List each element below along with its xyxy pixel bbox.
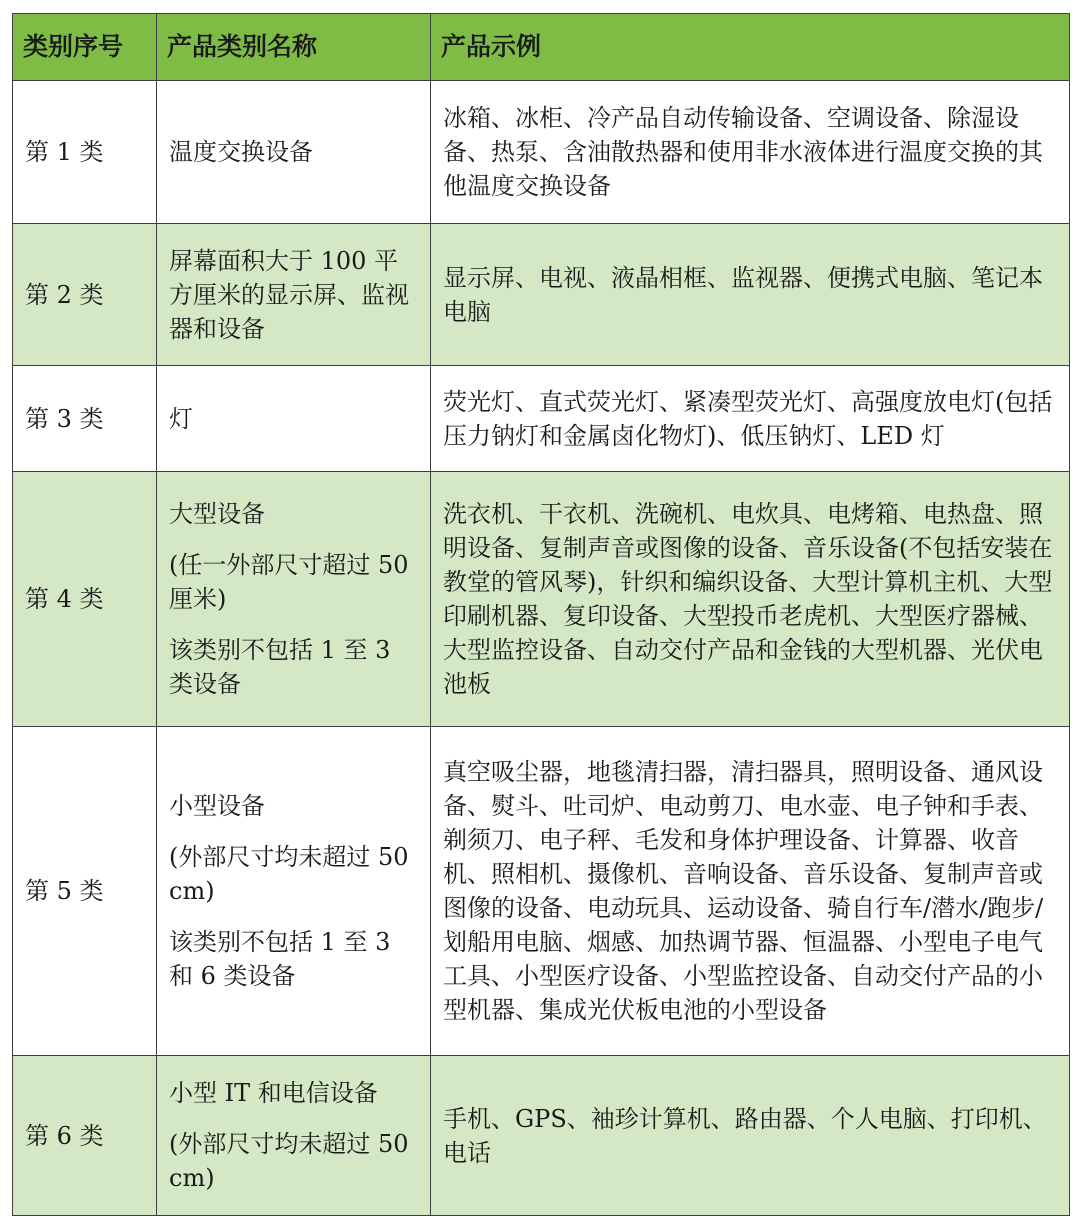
- category-name-text: 小型设备: [169, 792, 265, 820]
- table-row: [13, 366, 1070, 472]
- category-number: 第 1 类: [13, 81, 157, 224]
- category-number: 第 5 类: [13, 727, 157, 1056]
- category-size-note: (任一外部尺寸超过 50 厘米): [169, 551, 409, 613]
- category-name: [157, 81, 431, 224]
- table-row: [13, 472, 1070, 727]
- product-examples: 荧光灯、直式荧光灯、紧凑型荧光灯、高强度放电灯(包括压力钠灯和金属卤化物灯)、低压钠灯、LED 灯: [431, 366, 1070, 472]
- header-category-number: 类别序号: [13, 14, 157, 81]
- category-name: [157, 727, 431, 1056]
- table-row: [13, 1056, 1070, 1216]
- category-name-text: 温度交换设备: [169, 138, 313, 166]
- table-row: [13, 727, 1070, 1056]
- table-header-row: [13, 14, 1070, 81]
- category-size-note: (外部尺寸均未超过 50cm): [169, 843, 409, 905]
- category-name: [157, 224, 431, 366]
- product-category-table: [12, 13, 1070, 1216]
- category-number: 第 4 类: [13, 472, 157, 727]
- category-name-text: 屏幕面积大于 100 平方厘米的显示屏、监视器和设备: [169, 246, 409, 343]
- category-exclusion-note: 该类别不包括 1 至 3 和 6 类设备: [169, 928, 391, 990]
- category-size-note: (外部尺寸均未超过 50cm): [169, 1130, 409, 1192]
- category-name-text: 小型 IT 和电信设备: [169, 1079, 378, 1107]
- header-category-name: 产品类别名称: [157, 14, 431, 81]
- product-examples: 洗衣机、干衣机、洗碗机、电炊具、电烤箱、电热盘、照明设备、复制声音或图像的设备、音乐设备(不包括安装在教堂的管风琴)，针织和编织设备、大型计算机主机、大型印刷机器、复印设备、大型投币老虎机、大型医疗器械、大型监控设备、自动交付产品和金钱的大型机器、光伏电池板: [431, 472, 1070, 727]
- category-name: [157, 472, 431, 727]
- category-name: [157, 366, 431, 472]
- product-examples: 手机、GPS、袖珍计算机、路由器、个人电脑、打印机、电话: [431, 1056, 1070, 1216]
- category-number: 第 2 类: [13, 224, 157, 366]
- category-number: 第 3 类: [13, 366, 157, 472]
- product-examples: 真空吸尘器，地毯清扫器，清扫器具，照明设备、通风设备、熨斗、吐司炉、电动剪刀、电水壶、电子钟和手表、剃须刀、电子秤、毛发和身体护理设备、计算器、收音机、照相机、摄像机、音响设备、音乐设备、复制声音或图像的设备、电动玩具、运动设备、骑自行车/潜水/跑步/划船用电脑、烟感、加热调节器、恒温器、小型电子电气工具、小型医疗设备、小型监控设备、自动交付产品的小型机器、集成光伏板电池的小型设备: [431, 727, 1070, 1056]
- product-examples: 冰箱、冰柜、冷产品自动传输设备、空调设备、除湿设备、热泵、含油散热器和使用非水液体进行温度交换的其他温度交换设备: [431, 81, 1070, 224]
- category-name-text: 大型设备: [169, 500, 265, 528]
- category-name-text: 灯: [169, 404, 193, 433]
- category-number: 第 6 类: [13, 1056, 157, 1216]
- table-row: [13, 224, 1070, 366]
- category-name: [157, 1056, 431, 1216]
- header-product-examples: 产品示例: [431, 14, 1070, 81]
- table-row: [13, 81, 1070, 224]
- category-exclusion-note: 该类别不包括 1 至 3 类设备: [169, 636, 391, 698]
- product-examples: 显示屏、电视、液晶相框、监视器、便携式电脑、笔记本电脑: [431, 224, 1070, 366]
